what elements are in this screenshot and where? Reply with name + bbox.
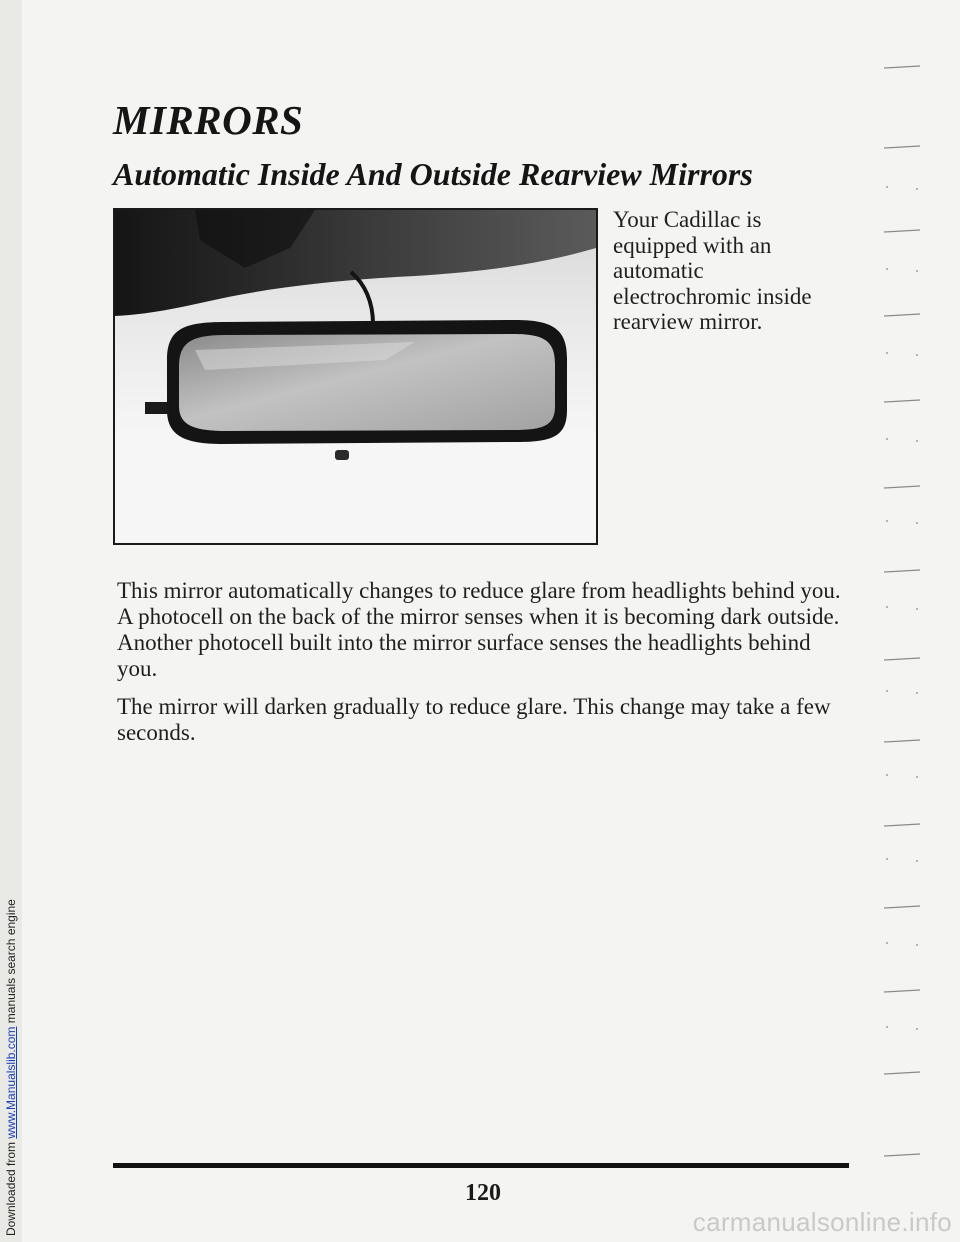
margin-tick-marks (880, 0, 960, 1242)
body-paragraph-1: This mirror automatically changes to reduce glare from headlights behind you. A photocell on the back of the mirror senses when it is becoming dark outside. Another photocell built into the mirror surface senses the headlights behind you. (117, 578, 841, 681)
page-number (0, 1180, 960, 1207)
download-banner-suffix: manuals search engine (4, 899, 18, 1027)
rearview-mirror-illustration (115, 210, 596, 543)
section-title: MIRRORS (113, 97, 304, 143)
subsection-title: Automatic Inside And Outside Rearview Mirrors (113, 156, 753, 192)
mirror-photocell (335, 450, 349, 460)
body-paragraph-2: The mirror will darken gradually to reduce glare. This change may take a few seconds. (117, 694, 831, 745)
footer-rule (113, 1163, 849, 1168)
download-banner-prefix: Downloaded from (4, 1138, 18, 1236)
manualslib-link[interactable]: www.Manualslib.com (4, 1026, 18, 1139)
download-banner (0, 0, 22, 1242)
page-number-text: 120 (465, 1180, 501, 1206)
watermark: carmanualsonline.info (692, 1207, 952, 1237)
side-text: Your Cadillac is equipped with an automatic electrochromic inside rearview mirror. (613, 207, 812, 334)
rearview-mirror-photo (113, 208, 598, 545)
